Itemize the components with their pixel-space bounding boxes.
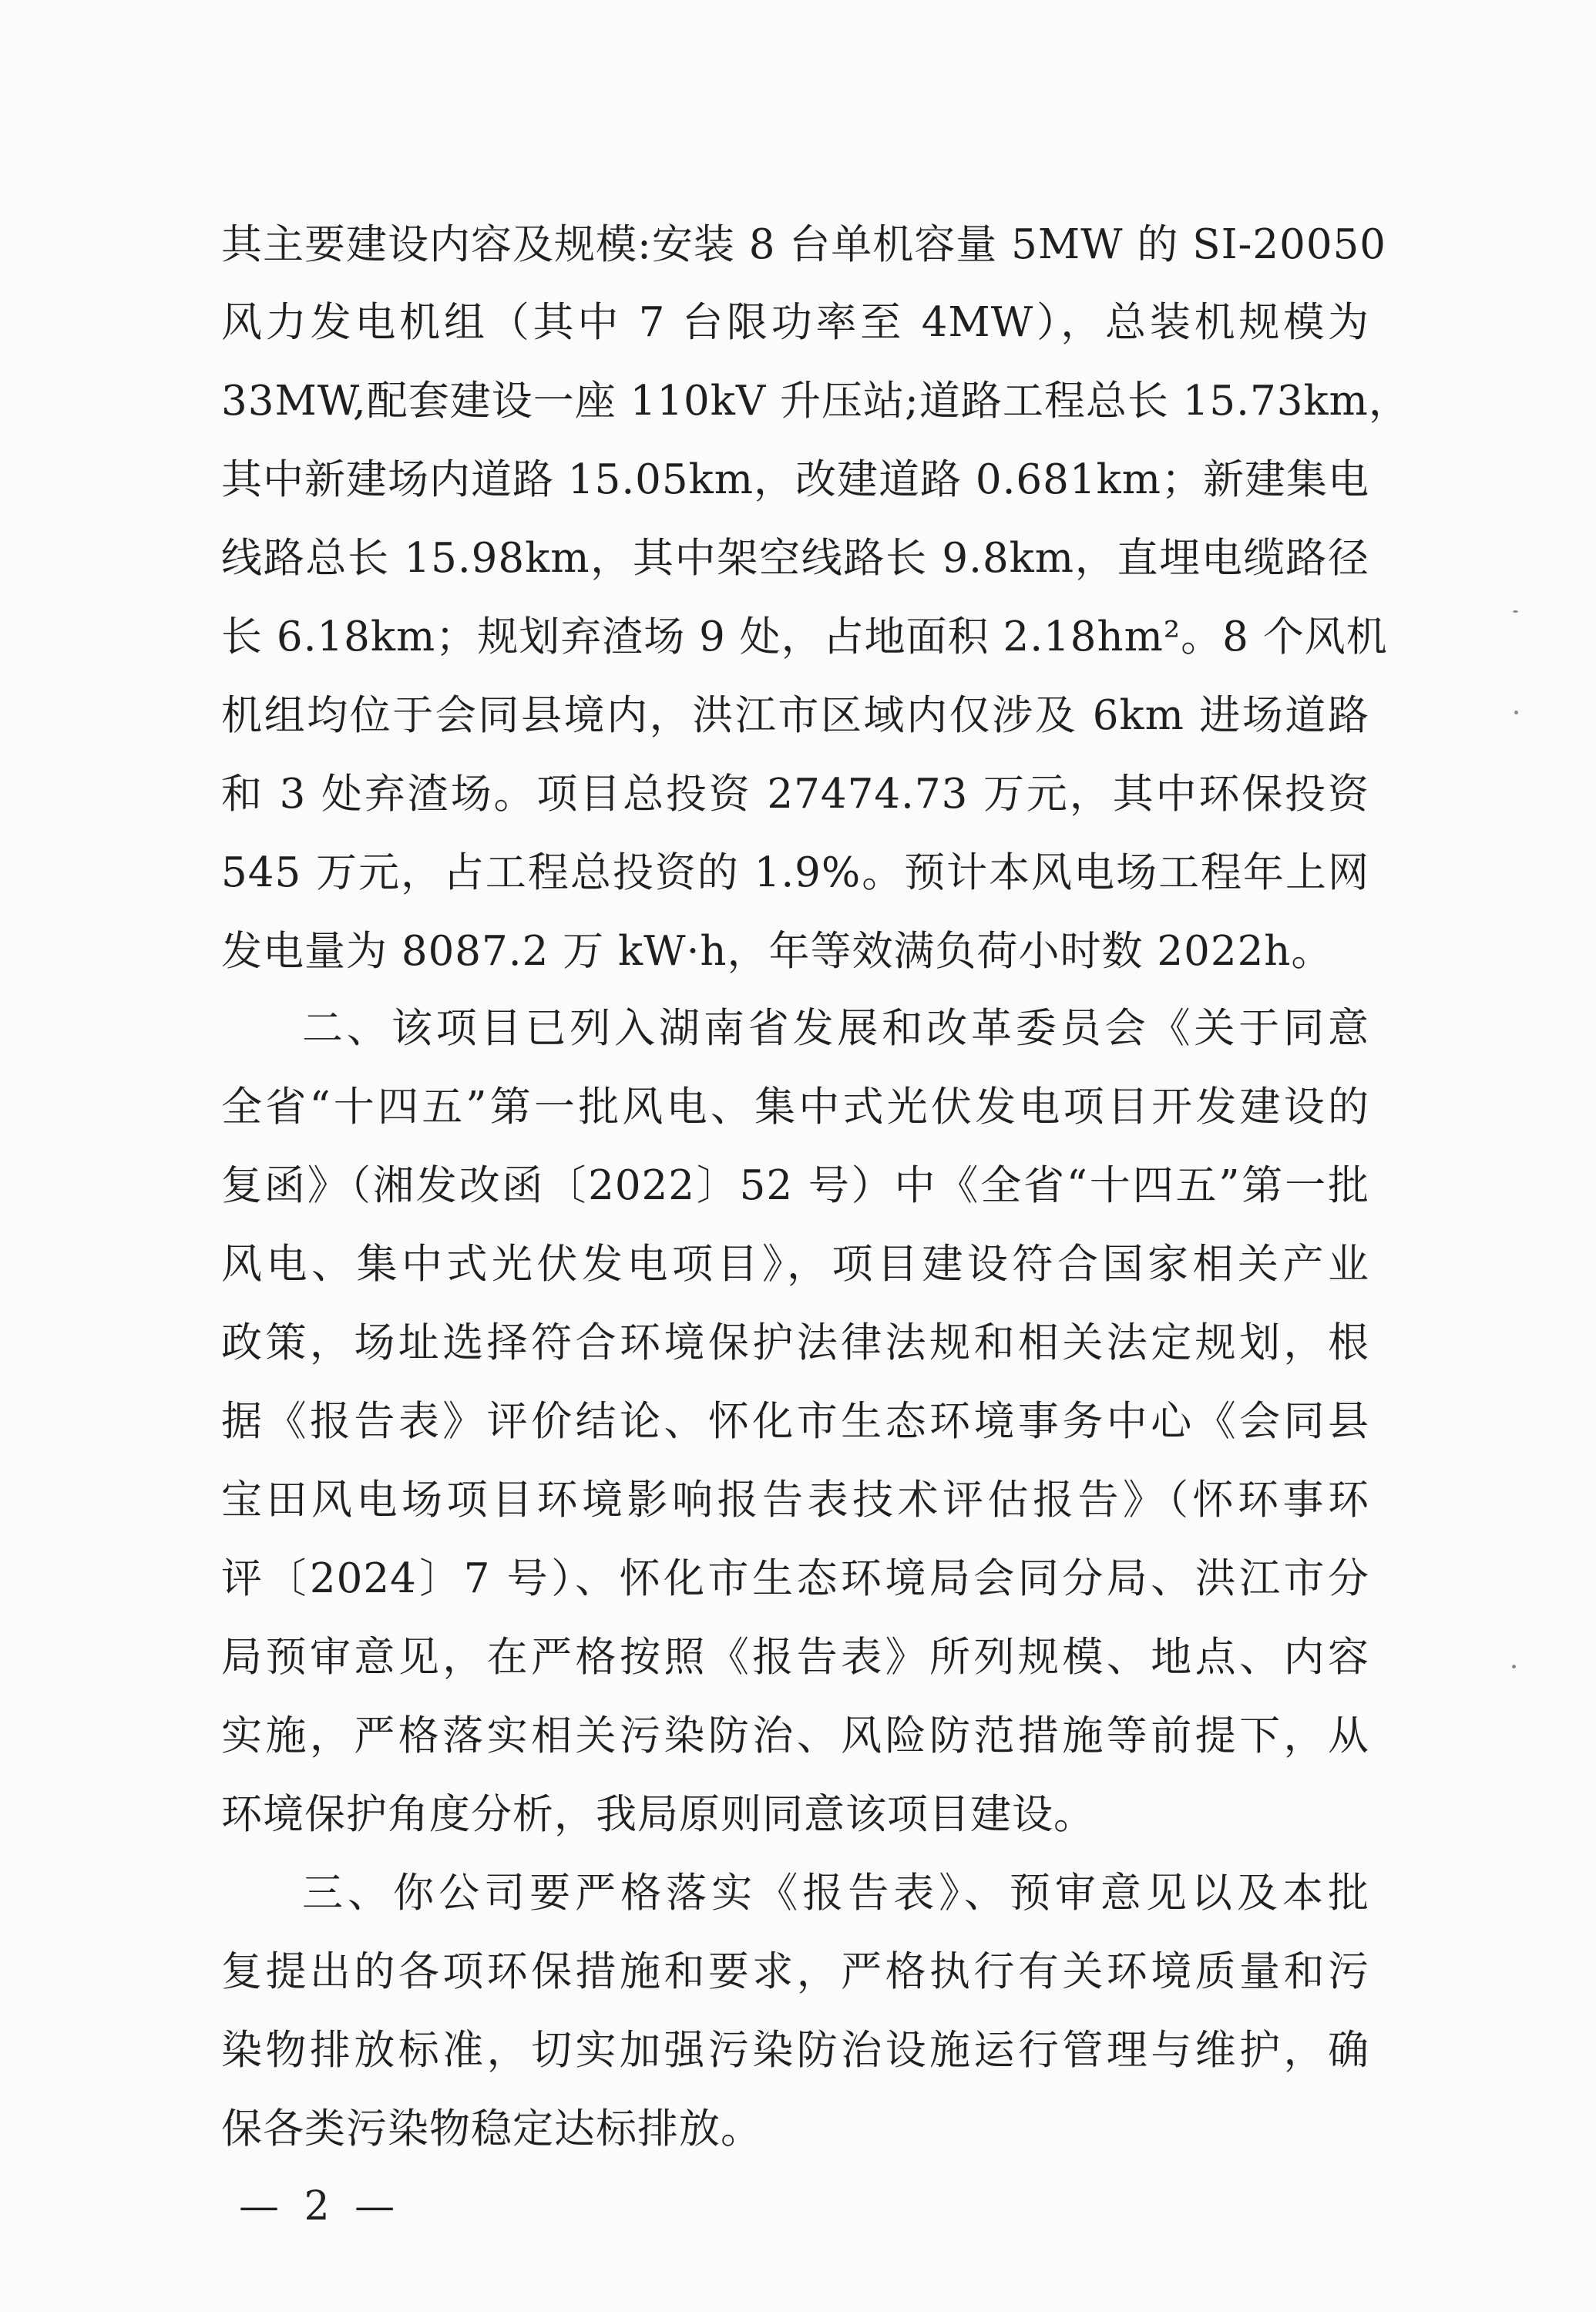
text-line: 评〔2024〕7 号）、怀化市生态环境局会同分局、洪江市分 <box>221 1555 1369 1602</box>
text-line: 保各类污染物稳定达标排放。 <box>221 2105 762 2152</box>
text-line: 宝田风电场项目环境影响报告表技术评估报告》（怀环事环 <box>221 1477 1369 1524</box>
scan-speck <box>1513 610 1518 613</box>
text-line: 其主要建设内容及规模:安装 8 台单机容量 5MW 的 SI-20050 <box>221 221 1387 268</box>
text-line: 复提出的各项环保措施和要求，严格执行有关环境质量和污 <box>221 1948 1369 1995</box>
text-line: 全省“十四五”第一批风电、集中式光伏发电项目开发建设的 <box>221 1084 1369 1131</box>
scan-speck <box>1514 711 1518 714</box>
text-line: 长 6.18km；规划弃渣场 9 处，占地面积 2.18hm²。8 个风机 <box>221 613 1388 660</box>
text-line: 染物排放标准，切实加强污染防治设施运行管理与维护，确 <box>221 2027 1369 2074</box>
text-line: 风力发电机组（其中 7 台限功率至 4MW），总装机规模为 <box>221 299 1369 346</box>
text-line: 局预审意见，在严格按照《报告表》所列规模、地点、内容 <box>221 1634 1369 1681</box>
text-line: 环境保护角度分析，我局原则同意该项目建设。 <box>221 1791 1095 1838</box>
text-line: 33MW,配套建设一座 110kV 升压站;道路工程总长 15.73km， <box>221 378 1410 425</box>
scan-speck <box>1512 1665 1516 1668</box>
text-line: 复函》（湘发改函〔2022〕52 号）中《全省“十四五”第一批 <box>221 1162 1369 1209</box>
text-line: 据《报告表》评价结论、怀化市生态环境事务中心《会同县 <box>221 1398 1369 1445</box>
paragraph-two-first-line: 二、该项目已列入湖南省发展和改革委员会《关于同意 <box>302 1005 1369 1052</box>
text-line: 线路总长 15.98km，其中架空线路长 9.8km，直埋电缆路径 <box>221 535 1369 582</box>
text-line: 和 3 处弃渣场。项目总投资 27474.73 万元，其中环保投资 <box>221 771 1369 818</box>
text-line: 政策，场址选择符合环境保护法律法规和相关法定规划，根 <box>221 1319 1369 1366</box>
text-line: 实施，严格落实相关污染防治、风险防范措施等前提下，从 <box>221 1712 1369 1759</box>
text-line: 545 万元，占工程总投资的 1.9%。预计本风电场工程年上网 <box>221 849 1369 896</box>
text-line: 机组均位于会同县境内，洪江市区域内仅涉及 6km 进场道路 <box>221 692 1369 739</box>
text-line: 其中新建场内道路 15.05km，改建道路 0.681km；新建集电 <box>221 456 1369 503</box>
text-line: 风电、集中式光伏发电项目》，项目建设符合国家相关产业 <box>221 1241 1369 1288</box>
text-line: 发电量为 8087.2 万 kW·h，年等效满负荷小时数 2022h。 <box>221 928 1333 975</box>
paragraph-three-first-line: 三、你公司要严格落实《报告表》、预审意见以及本批 <box>302 1870 1369 1917</box>
page-number: — 2 — <box>239 2183 402 2230</box>
